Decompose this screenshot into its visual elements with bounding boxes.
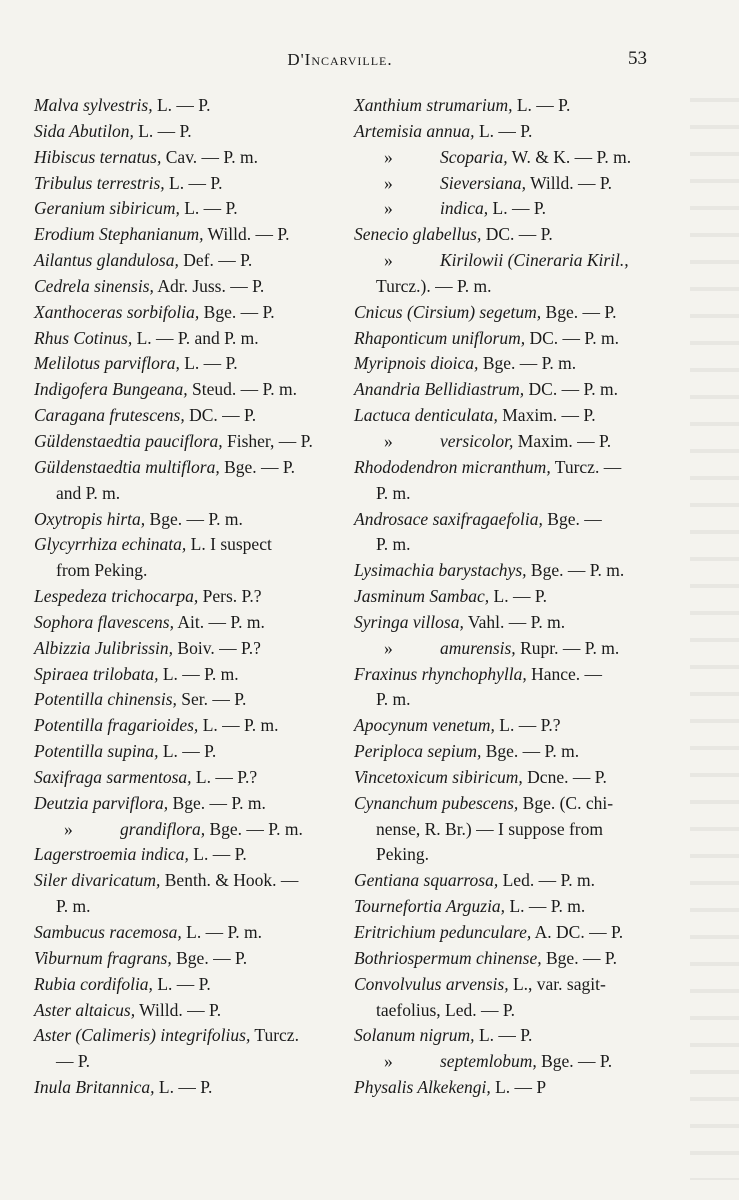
authority-locality: Bge. (C. chi- xyxy=(518,792,614,813)
authority-locality: Benth. & Hook. — xyxy=(160,870,299,891)
authority-locality: Bge. — P. xyxy=(536,1051,613,1072)
continuation-text: Turcz.). — P. m. xyxy=(376,275,492,296)
species-name: Physalis Alkekengi, xyxy=(354,1077,491,1098)
authority-locality: L. — P. xyxy=(179,353,238,374)
authority-locality: L. — P.? xyxy=(191,766,258,787)
authority-locality: Bge. — xyxy=(542,508,602,529)
authority-locality: Maxim. — P. xyxy=(513,430,612,451)
species-entry xyxy=(34,662,346,688)
species-name: Deutzia parviflora, xyxy=(34,792,169,813)
authority-locality: Bge. — P. xyxy=(199,301,275,322)
species-name: Xanthoceras sorbifolia, xyxy=(34,301,200,322)
authority-locality: Bge. — P. m. xyxy=(526,560,625,581)
authority-locality: Def. — P. xyxy=(178,250,253,271)
species-name: Sophora flavescens, xyxy=(34,611,174,632)
species-entry xyxy=(34,817,346,843)
species-name: Lactuca denticulata, xyxy=(354,405,498,426)
authority-locality: Dcne. — P. xyxy=(522,766,607,787)
species-entry xyxy=(34,326,346,352)
continuation-text: — P. xyxy=(56,1051,91,1072)
species-name: Potentilla chinensis, xyxy=(34,689,177,710)
ditto-mark: » xyxy=(384,637,393,658)
entry-continuation-line xyxy=(34,481,346,507)
ditto-mark: » xyxy=(384,172,393,193)
authority-locality: L. — P. xyxy=(512,95,571,115)
species-entry xyxy=(354,403,664,429)
species-entry xyxy=(354,222,664,248)
species-name: Artemisia annua, xyxy=(354,120,475,141)
species-entry xyxy=(354,455,664,481)
species-entry xyxy=(354,145,664,171)
species-name: Scoparia, xyxy=(440,146,508,167)
species-name: Potentilla fragarioides, xyxy=(34,715,199,736)
species-entry xyxy=(354,920,664,946)
species-name: Aster (Calimeris) integrifolius, xyxy=(34,1025,251,1046)
species-entry xyxy=(354,739,664,765)
species-entry xyxy=(34,687,346,713)
authority-locality: Bge. — P. xyxy=(541,947,617,968)
species-name: Anandria Bellidiastrum, xyxy=(354,379,525,400)
species-entry xyxy=(34,145,346,171)
species-name: Kirilowii (Cineraria Kiril., xyxy=(440,250,629,271)
authority-locality: Steud. — P. m. xyxy=(187,379,297,400)
species-entry xyxy=(354,946,664,972)
authority-locality: Pers. P.? xyxy=(198,586,262,607)
species-entry xyxy=(34,842,346,868)
species-entry xyxy=(34,274,346,300)
species-entry xyxy=(354,765,664,791)
continuation-text: P. m. xyxy=(376,482,411,503)
species-entry xyxy=(354,196,664,222)
authority-locality: Willd. — P. xyxy=(526,172,613,193)
continuation-text: taefolius, Led. — P. xyxy=(376,999,516,1020)
authority-locality: L. — P. m. xyxy=(198,715,279,736)
continuation-text: P. m. xyxy=(376,534,411,555)
authority-locality: L. — P. m. xyxy=(158,663,239,684)
species-name: Sida Abutilon, xyxy=(34,120,134,141)
species-name: Syringa villosa, xyxy=(354,611,464,632)
species-name: Bothriospermum chinense, xyxy=(354,947,542,968)
ditto-mark: » xyxy=(384,250,393,271)
species-entry xyxy=(34,93,346,119)
authority-locality: L. — P. m. xyxy=(181,922,262,942)
species-name: Siler divaricatum, xyxy=(34,870,161,891)
species-name: Güldenstaedtia multiflora, xyxy=(34,456,220,477)
species-name: septemlobum, xyxy=(440,1051,537,1072)
authority-locality: Bge. — P. xyxy=(541,301,617,322)
species-entry xyxy=(354,972,664,998)
species-name: Indigofera Bungeana, xyxy=(34,379,188,400)
species-entry xyxy=(34,584,346,610)
species-name: Lespedeza trichocarpa, xyxy=(34,586,199,607)
species-entry xyxy=(34,403,346,429)
authority-locality: Bge. — P. xyxy=(171,947,248,968)
species-name: Inula Britannica, xyxy=(34,1077,155,1098)
authority-locality: Bge. — P. m. xyxy=(478,353,577,374)
species-entry xyxy=(34,713,346,739)
species-entry xyxy=(34,868,346,894)
species-entry xyxy=(354,377,664,403)
authority-locality: Boiv. — P.? xyxy=(173,637,261,658)
species-entry xyxy=(34,791,346,817)
facing-page-bleed xyxy=(690,80,739,1180)
continuation-text: P. m. xyxy=(376,689,411,710)
species-name: Apocynum venetum, xyxy=(354,715,495,736)
authority-locality: Bge. — P. m. xyxy=(145,508,243,529)
species-name: Saxifraga sarmentosa, xyxy=(34,766,192,787)
species-entry xyxy=(354,558,664,584)
species-entry xyxy=(34,920,346,946)
species-name: Sambucus racemosa, xyxy=(34,922,182,942)
ditto-mark: » xyxy=(384,430,393,451)
species-entry xyxy=(34,507,346,533)
species-entry xyxy=(354,584,664,610)
species-entry xyxy=(354,326,664,352)
species-name: Jasminum Sambac, xyxy=(354,586,490,607)
authority-locality: Turcz. xyxy=(250,1025,299,1046)
species-entry xyxy=(34,222,346,248)
authority-locality: L. — P. xyxy=(154,1077,213,1098)
page-number: 53 xyxy=(628,48,647,69)
species-entry xyxy=(34,300,346,326)
species-entry xyxy=(34,946,346,972)
species-name: versicolor, xyxy=(440,430,514,451)
right-column xyxy=(354,93,664,1101)
species-name: Senecio glabellus, xyxy=(354,224,482,245)
authority-locality: L. — P. xyxy=(133,120,192,141)
species-entry xyxy=(34,248,346,274)
entry-continuation-line xyxy=(354,481,664,507)
species-name: Ailantus glandulosa, xyxy=(34,250,179,271)
species-name: Vincetoxicum sibiricum, xyxy=(354,766,523,787)
species-name: Lysimachia barystachys, xyxy=(354,560,527,581)
authority-locality: L. — P. and P. m. xyxy=(132,327,259,348)
authority-locality: L. — P. xyxy=(158,741,217,762)
species-entry xyxy=(354,119,664,145)
species-name: Caragana frutescens, xyxy=(34,405,185,426)
species-entry xyxy=(34,196,346,222)
authority-locality: L. — P. xyxy=(489,586,547,607)
species-name: grandiflora, xyxy=(120,818,206,839)
ditto-mark: » xyxy=(384,198,393,219)
species-name: Melilotus parviflora, xyxy=(34,353,180,374)
species-name: Xanthium strumarium, xyxy=(354,95,513,115)
entry-continuation-line xyxy=(354,274,664,300)
species-entry xyxy=(34,171,346,197)
species-name: Eritrichium pedunculare, xyxy=(354,922,532,942)
authority-locality: Bge. — P. m. xyxy=(168,792,266,813)
species-name: Cedrela sinensis, xyxy=(34,275,154,296)
species-name: amurensis, xyxy=(440,637,516,658)
species-name: Aster altaicus, xyxy=(34,999,136,1020)
species-entry xyxy=(34,739,346,765)
left-column xyxy=(34,93,346,1101)
authority-locality: Bge. — P. m. xyxy=(205,818,303,839)
species-entry xyxy=(34,610,346,636)
species-entry xyxy=(34,1023,346,1049)
authority-locality: DC. — P. m. xyxy=(524,379,618,400)
species-name: Fraxinus rhynchophylla, xyxy=(354,663,527,684)
entry-continuation-line xyxy=(354,687,664,713)
species-entry xyxy=(354,507,664,533)
species-entry xyxy=(354,868,664,894)
species-name: Rhododendron micranthum, xyxy=(354,456,551,477)
species-name: Geranium sibiricum, xyxy=(34,198,180,219)
entry-continuation-line xyxy=(354,817,664,843)
continuation-text: from Peking. xyxy=(56,560,148,581)
species-name: Rhaponticum uniflorum, xyxy=(354,327,526,348)
authority-locality: Willd. — P. xyxy=(203,224,290,245)
entry-continuation-line xyxy=(34,894,346,920)
species-entry xyxy=(354,1023,664,1049)
species-name: Spiraea trilobata, xyxy=(34,663,159,684)
species-name: Viburnum fragrans, xyxy=(34,947,172,968)
authority-locality: A. DC. — P. xyxy=(531,922,624,942)
species-entry xyxy=(34,998,346,1024)
authority-locality: L. I suspect xyxy=(186,534,272,555)
species-name: Cynanchum pubescens, xyxy=(354,792,519,813)
authority-locality: Adr. Juss. — P. xyxy=(153,275,265,296)
species-entry xyxy=(34,429,346,455)
authority-locality: Bge. — P. xyxy=(219,456,296,477)
continuation-text: and P. m. xyxy=(56,482,121,503)
species-entry xyxy=(354,713,664,739)
species-name: Tribulus terrestris, xyxy=(34,172,165,193)
authority-locality: W. & K. — P. m. xyxy=(507,146,632,167)
species-name: Potentilla supina, xyxy=(34,741,159,762)
continuation-text: Peking. xyxy=(376,844,429,865)
species-entry xyxy=(354,171,664,197)
entry-continuation-line xyxy=(354,532,664,558)
species-name: indica, xyxy=(440,198,489,219)
ditto-mark: » xyxy=(384,146,393,167)
species-name: Tournefortia Arguzia, xyxy=(354,896,506,917)
species-entry xyxy=(34,1075,346,1101)
continuation-text: nense, R. Br.) — I suppose from xyxy=(376,818,603,839)
species-entry xyxy=(34,636,346,662)
authority-locality: DC. — P. m. xyxy=(525,327,619,348)
species-name: Solanum nigrum, xyxy=(354,1025,475,1046)
species-entry xyxy=(34,351,346,377)
authority-locality: Hance. — xyxy=(526,663,603,684)
species-name: Albizzia Julibrissin, xyxy=(34,637,174,658)
ditto-mark: » xyxy=(384,1051,393,1072)
species-entry xyxy=(354,791,664,817)
species-entry xyxy=(354,610,664,636)
authority-locality: Led. — P. m. xyxy=(498,870,595,891)
authority-locality: L., var. sagit- xyxy=(508,973,606,994)
continuation-text: P. m. xyxy=(56,896,91,917)
species-name: Gentiana squarrosa, xyxy=(354,870,499,891)
species-name: Periploca sepium, xyxy=(354,741,482,762)
species-entry xyxy=(354,429,664,455)
species-entry xyxy=(34,455,346,481)
authority-locality: Cav. — P. m. xyxy=(161,146,258,167)
species-name: Hibiscus ternatus, xyxy=(34,146,162,167)
species-name: Erodium Stephanianum, xyxy=(34,224,204,245)
species-entry xyxy=(354,636,664,662)
species-entry xyxy=(34,119,346,145)
species-entry xyxy=(354,300,664,326)
species-name: Rhus Cotinus, xyxy=(34,327,133,348)
species-entry xyxy=(354,894,664,920)
species-name: Malva sylvestris, xyxy=(34,95,153,115)
entry-continuation-line xyxy=(354,842,664,868)
species-entry xyxy=(354,1049,664,1075)
species-entry xyxy=(354,1075,664,1101)
authority-locality: L. — P. xyxy=(152,95,211,115)
entry-continuation-line xyxy=(34,558,346,584)
entry-continuation-line xyxy=(34,1049,346,1075)
authority-locality: L. — P. xyxy=(474,1025,533,1046)
species-name: Güldenstaedtia pauciflora, xyxy=(34,430,223,451)
species-entry xyxy=(354,93,664,119)
species-entry xyxy=(34,765,346,791)
authority-locality: Vahl. — P. m. xyxy=(463,611,566,632)
authority-locality: L. — P. xyxy=(488,198,546,219)
authority-locality: Ait. — P. m. xyxy=(173,611,265,632)
page-header xyxy=(0,46,739,76)
species-entry xyxy=(354,662,664,688)
ditto-mark: » xyxy=(64,818,73,839)
species-name: Oxytropis hirta, xyxy=(34,508,146,529)
species-name: Androsace saxifragaefolia, xyxy=(354,508,543,529)
species-name: Cnicus (Cirsium) segetum, xyxy=(354,301,542,322)
authority-locality: Ser. — P. xyxy=(176,689,247,710)
entry-continuation-line xyxy=(354,998,664,1024)
authority-locality: Bge. — P. m. xyxy=(481,741,580,762)
species-entry xyxy=(354,351,664,377)
species-name: Glycyrrhiza echinata, xyxy=(34,534,187,555)
authority-locality: L. — P.? xyxy=(494,715,561,736)
authority-locality: DC. — P. xyxy=(481,224,553,245)
authority-locality: Rupr. — P. m. xyxy=(515,637,620,658)
authority-locality: L. — P xyxy=(490,1077,547,1098)
species-name: Convolvulus arvensis, xyxy=(354,973,509,994)
authority-locality: DC. — P. xyxy=(184,405,257,426)
authority-locality: Willd. — P. xyxy=(135,999,222,1020)
authority-locality: Maxim. — P. xyxy=(497,405,596,426)
authority-locality: L. — P. m. xyxy=(505,896,586,917)
species-name: Lagerstroemia indica, xyxy=(34,844,189,865)
authority-locality: L. — P. xyxy=(152,973,211,994)
authority-locality: L. — P. xyxy=(164,172,223,193)
authority-locality: L. — P. xyxy=(179,198,238,219)
species-entry xyxy=(34,377,346,403)
species-name: Myripnois dioica, xyxy=(354,353,479,374)
authority-locality: Turcz. — xyxy=(550,456,622,477)
authority-locality: Fisher, — P. xyxy=(222,430,313,451)
authority-locality: L. — P. xyxy=(188,844,247,865)
running-head: D'Incarville. xyxy=(287,50,393,69)
species-entry xyxy=(34,532,346,558)
species-name: Rubia cordifolia, xyxy=(34,973,153,994)
species-name: Sieversiana, xyxy=(440,172,527,193)
species-entry xyxy=(34,972,346,998)
authority-locality: L. — P. xyxy=(474,120,533,141)
species-entry xyxy=(354,248,664,274)
